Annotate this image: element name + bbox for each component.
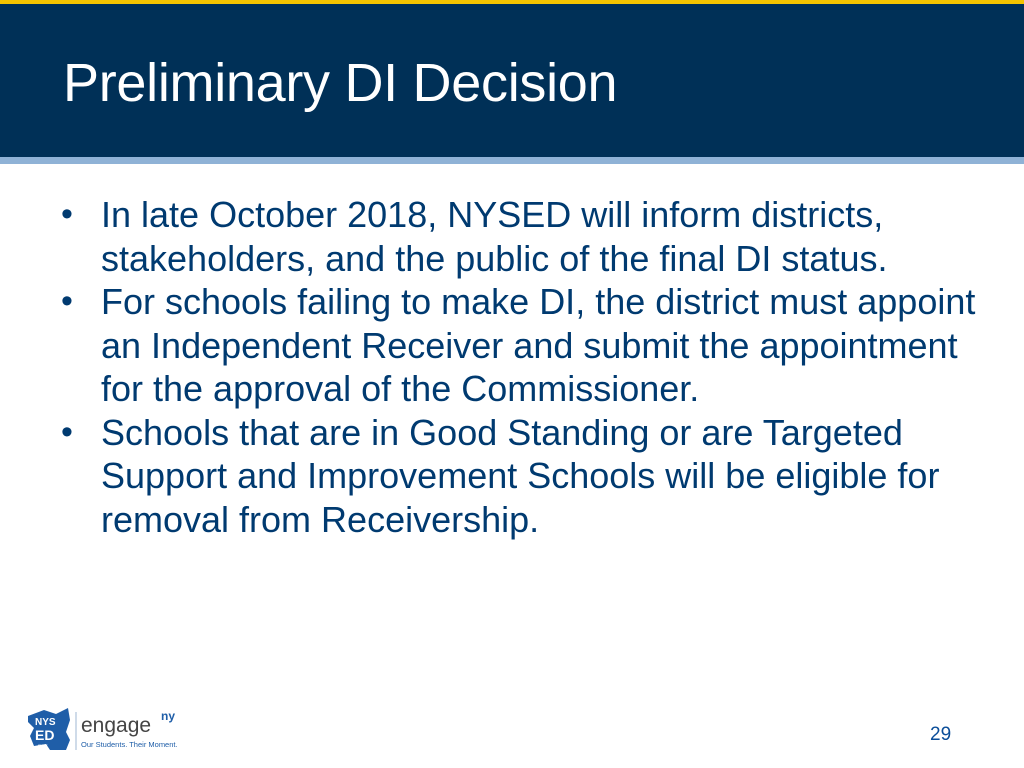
logo-state-text: NYS bbox=[35, 717, 56, 728]
bullet-marker: • bbox=[61, 412, 73, 451]
bullet-text: For schools failing to make DI, the district must appoint an Independent Receiver and submit the appointment for the approval of the Commissioner. bbox=[101, 281, 976, 409]
bullet-item bbox=[57, 193, 977, 280]
header-bottom-rule bbox=[0, 157, 1024, 164]
bullet-item bbox=[57, 411, 977, 542]
brand-superscript: ny bbox=[161, 709, 176, 723]
brand-tagline: Our Students. Their Moment. bbox=[81, 740, 178, 749]
page-number: 29 bbox=[930, 724, 952, 745]
logo-ed-text: ED bbox=[35, 727, 55, 743]
bullet-marker: • bbox=[61, 282, 73, 320]
nysed-engageny-logo bbox=[26, 706, 196, 756]
bullet-marker: • bbox=[61, 195, 73, 233]
brand-text: engage bbox=[81, 714, 152, 737]
slide-title: Preliminary DI Decision bbox=[63, 53, 618, 113]
bullet-text: Schools that are in Good Standing or are Targeted Support and Improvement Schools will be eligible for removal from Receivership. bbox=[101, 411, 940, 540]
logo-gov-text: .gov bbox=[36, 744, 48, 750]
slide-header bbox=[0, 4, 1024, 157]
bullet-item bbox=[57, 280, 977, 411]
bullet-list bbox=[57, 193, 977, 541]
bullet-text: In late October 2018, NYSED will inform districts, stakeholders, and the public of the final DI status. bbox=[101, 194, 888, 279]
